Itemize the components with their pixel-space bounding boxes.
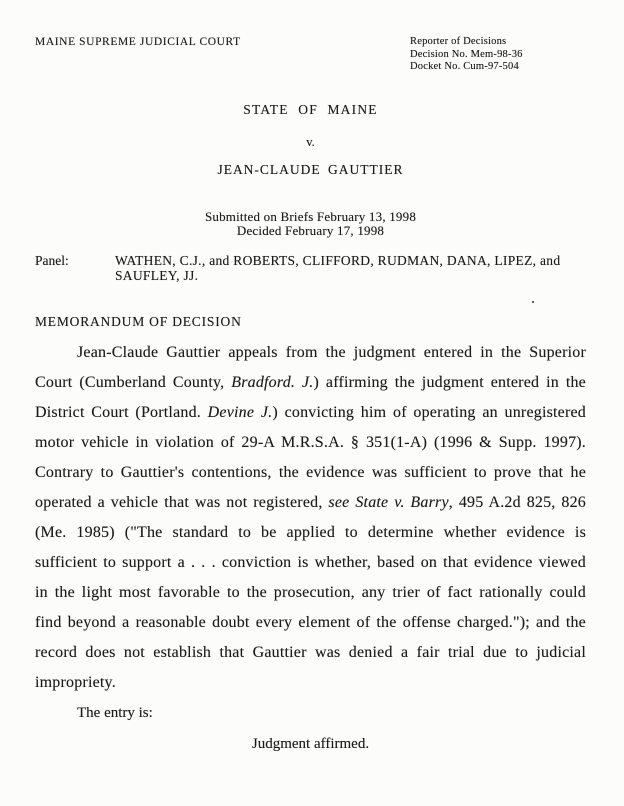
- judgment-entry: Judgment affirmed.: [251, 735, 370, 752]
- decision-body-paragraph: Jean-Claude Gauttier appeals from the judgment entered in the Superior Court (Cumberland County, Bradford. J.) affirming the judgment entered in the District Court (Portland. Devine J.) convicting him of operating an unregistered motor vehicle in violation of 29-A M.R.S.A. § 351(1-A) (1996 & Supp. 1997). Contrary to Gauttier's contentions, the evidence was sufficient to prove that he operated a vehicle that was not registered, see State v. Barry, 495 A.2d 825, 826 (Me. 1985) ("The standard to be applied to determine whether evidence is sufficient to support a . . . conviction is whether, based on that evidence viewed in the light most favorable to the prosecution, any trier of fact rationally could find beyond a reasonable doubt every element of the offense charged."); and the record does not establish that Gauttier was denied a fair trial due to judicial impropriety.: [35, 343, 587, 691]
- case-dates: [35, 210, 586, 239]
- versus-label: v.: [306, 134, 315, 149]
- docket-number: Docket No. Cum-97-504: [410, 61, 519, 72]
- decided-date: Decided February 17, 1998: [236, 223, 385, 238]
- case-caption: [35, 102, 586, 239]
- panel-members: WATHEN, C.J., and ROBERTS, CLIFFORD, RUDMAN, DANA, LIPEZ, and SAUFLEY, JJ.: [115, 252, 561, 283]
- court-name: MAINE SUPREME JUDICIAL COURT: [35, 36, 241, 48]
- reporter-block: [410, 36, 586, 74]
- entry-intro: The entry is:: [77, 704, 153, 721]
- memorandum-heading: MEMORANDUM OF DECISION: [35, 313, 242, 329]
- decision-number: Decision No. Mem-98-36: [410, 48, 523, 60]
- panel-label: Panel:: [35, 252, 69, 268]
- scan-artifact-dot: [532, 301, 534, 303]
- document-header: [35, 36, 586, 74]
- party-plaintiff: STATE OF MAINE: [243, 101, 378, 117]
- reporter-line: Reporter of Decisions: [410, 36, 507, 47]
- party-defendant: JEAN-CLAUDE GAUTTIER: [217, 161, 404, 177]
- submitted-date: Submitted on Briefs February 13, 1998: [204, 208, 417, 224]
- panel-section: [35, 253, 586, 284]
